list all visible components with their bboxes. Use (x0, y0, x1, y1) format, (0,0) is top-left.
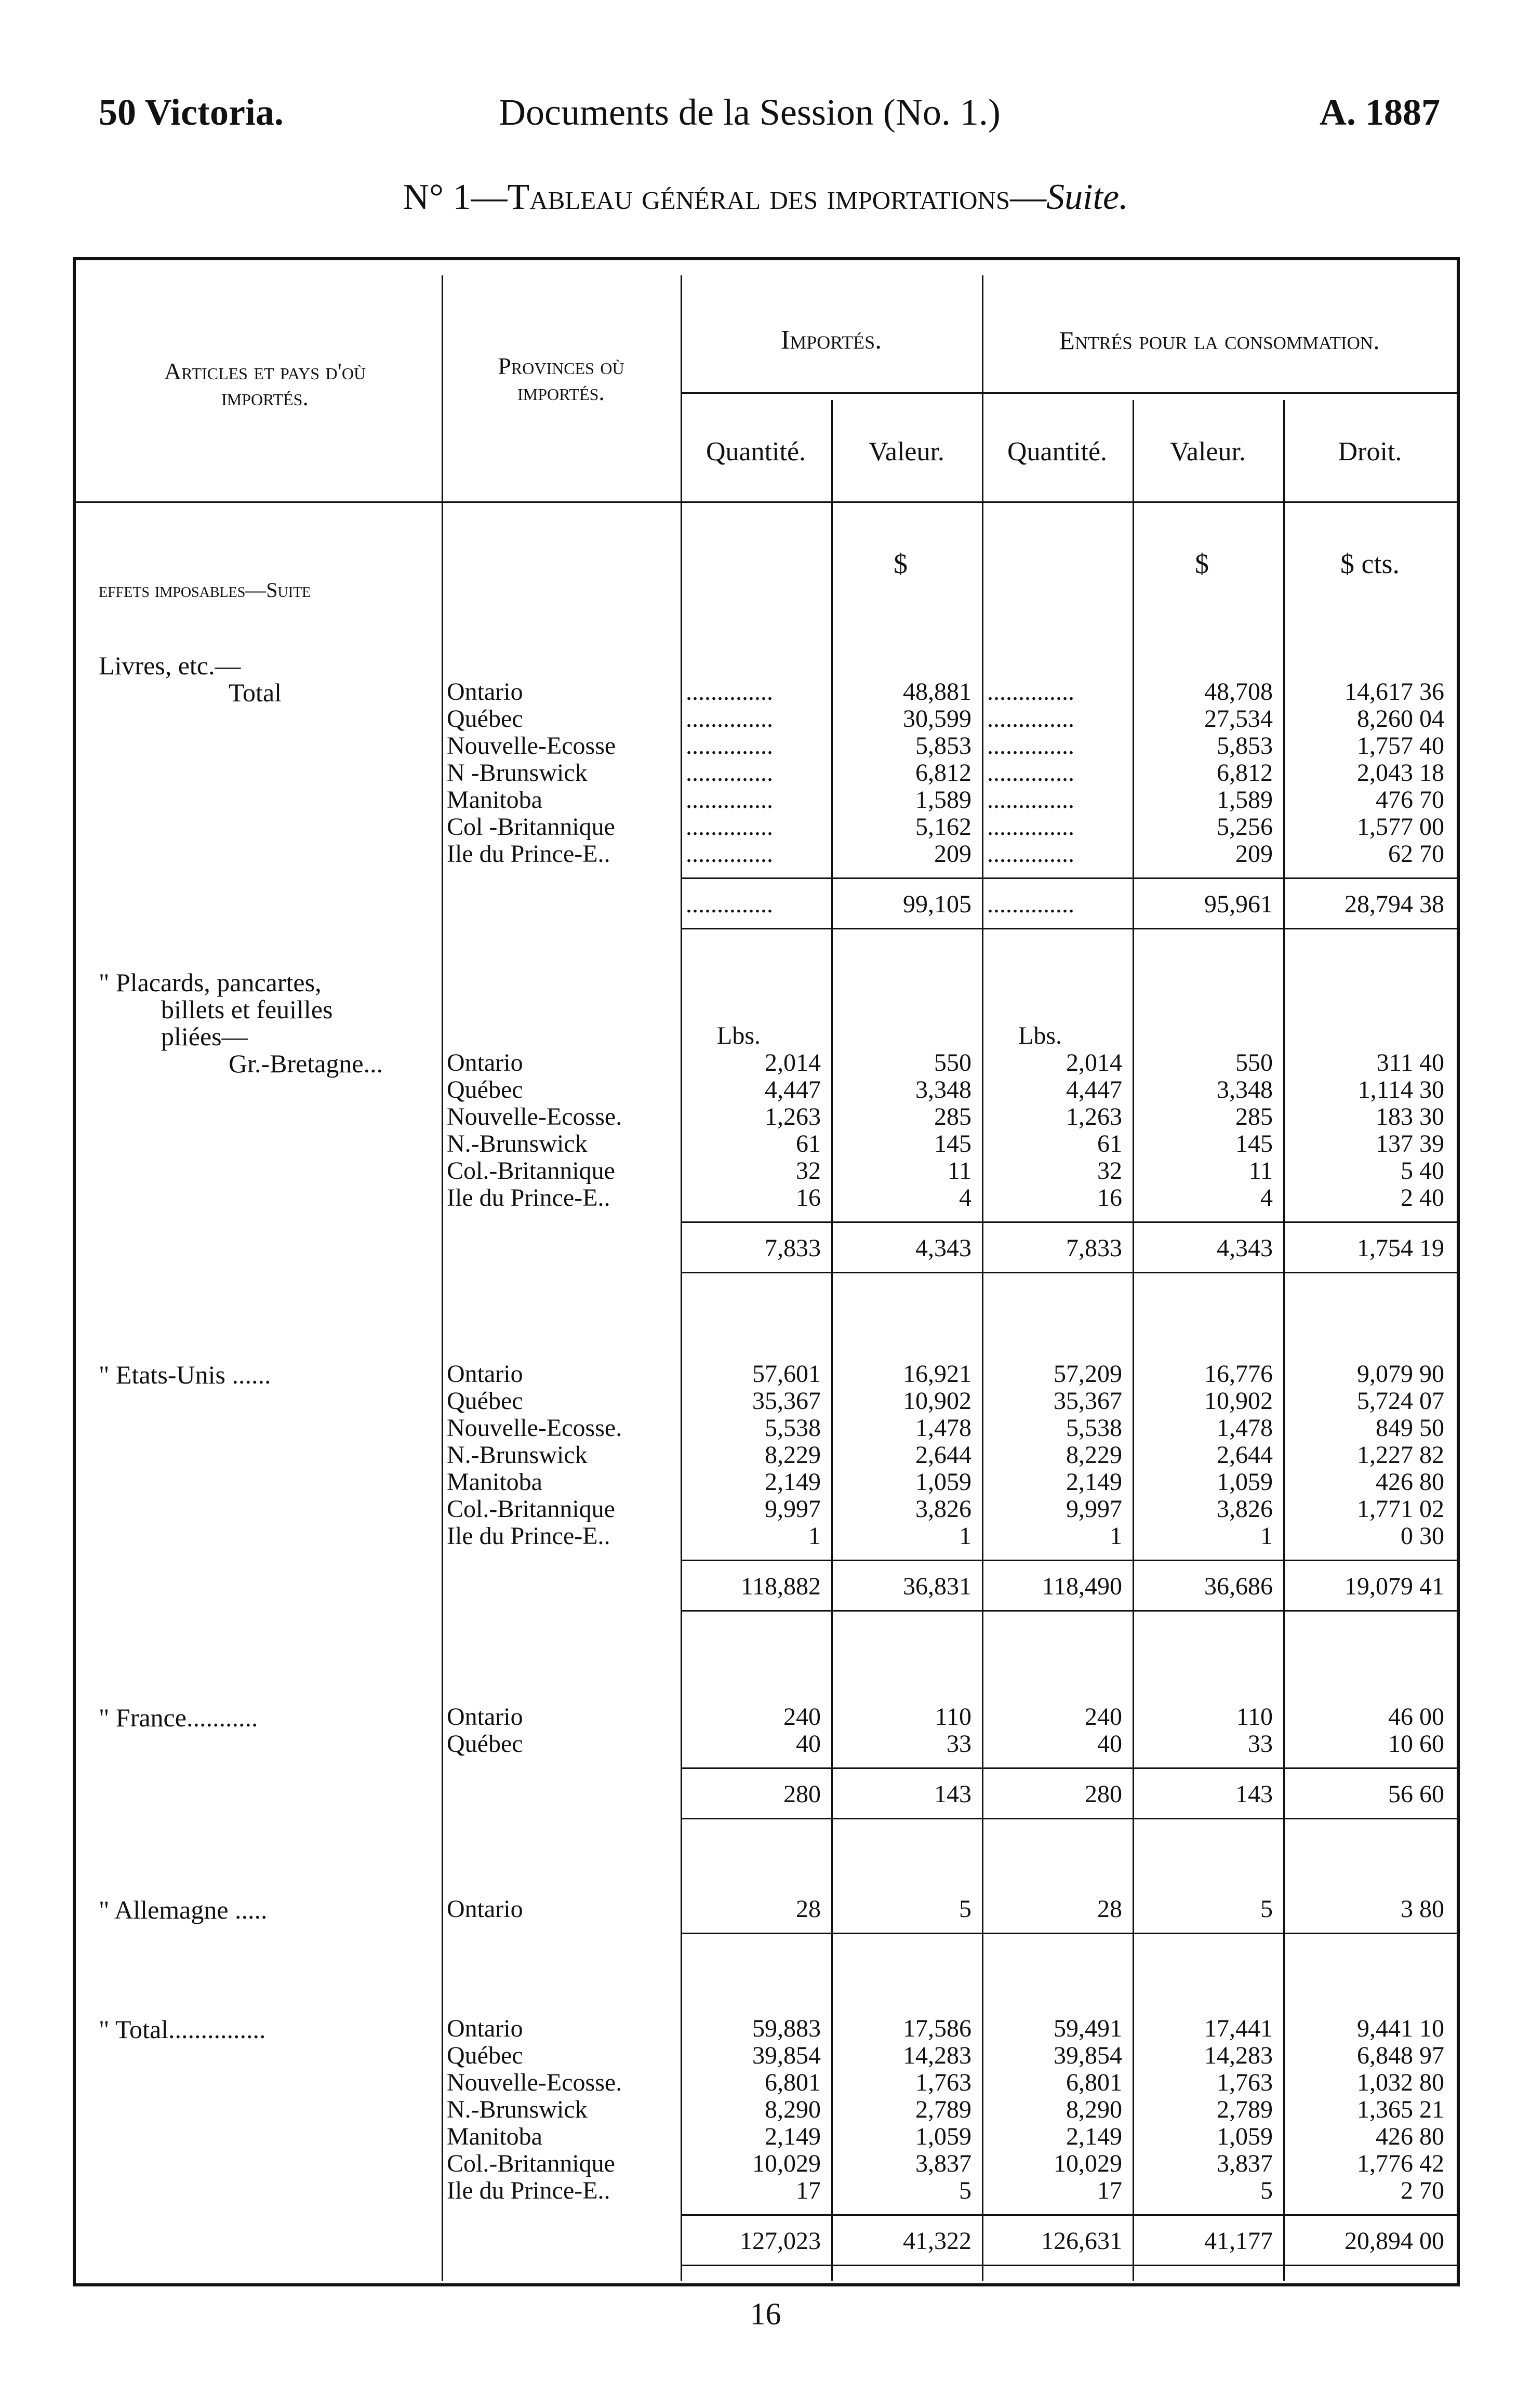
divider-provinces-qimp (681, 275, 682, 2281)
province-name: Ontario (447, 1703, 523, 1731)
province-name: Col.-Britannique (447, 1157, 615, 1185)
page-number: 16 (750, 2297, 781, 2331)
value-v-con: 5 (1260, 2177, 1273, 2204)
unit-label-importes: Lbs. (717, 1022, 761, 1049)
total-rule (681, 1272, 1457, 1273)
value-q-imp: 17 (796, 2177, 821, 2204)
value-droit: 476 70 (1376, 786, 1444, 814)
value-v-con: 5 (1260, 1895, 1273, 1923)
value-q-con: 6,801 (1066, 2069, 1122, 2096)
value-droit: 1,776 42 (1357, 2150, 1444, 2177)
value-v-imp: 2,644 (915, 1441, 971, 1469)
leader-dots: .............. (987, 786, 1074, 814)
value-v-imp: 16,921 (903, 1360, 971, 1388)
header-session-year: 50 Victoria. (99, 91, 284, 133)
total-rule (681, 1610, 1457, 1612)
value-droit: 9,079 90 (1357, 1360, 1444, 1388)
value-q-con: 40 (1097, 1730, 1122, 1758)
leader-dots: .............. (686, 759, 773, 787)
value-v-imp: 3,837 (915, 2150, 971, 2177)
value-q-imp: 1 (808, 1522, 821, 1550)
value-droit: 426 80 (1376, 2123, 1444, 2150)
province-name: Manitoba (447, 2123, 542, 2150)
value-v-con: 2,644 (1217, 1441, 1273, 1469)
value-v-imp: 209 (934, 840, 971, 868)
subtotal-rule (681, 1560, 1457, 1561)
value-q-imp: 40 (796, 1730, 821, 1758)
province-name: Ontario (447, 678, 523, 706)
table-title-prefix: N° 1— (403, 177, 508, 217)
total-v-imp: 99,105 (903, 890, 971, 918)
value-q-con: 1 (1110, 1522, 1122, 1550)
value-v-imp: 33 (947, 1730, 971, 1758)
province-name: Nouvelle-Ecosse. (447, 1103, 622, 1130)
value-droit: 1,757 40 (1357, 732, 1444, 760)
province-name: N.-Brunswick (447, 1130, 588, 1158)
leader-dots: .............. (987, 759, 1074, 787)
value-v-con: 5,853 (1217, 732, 1273, 760)
section-label-line: " France........... (99, 1703, 258, 1732)
header-droit: Droit. (1338, 437, 1402, 467)
value-droit: 1,032 80 (1357, 2069, 1444, 2096)
value-q-con: 2,014 (1066, 1049, 1122, 1076)
value-v-imp: 1,589 (915, 786, 971, 814)
value-q-con: 2,149 (1066, 1468, 1122, 1496)
value-droit: 1,365 21 (1357, 2096, 1444, 2123)
total-v-con: 143 (1235, 1780, 1273, 1808)
subtotal-rule (681, 1767, 1457, 1769)
province-name: Ontario (447, 1895, 523, 1923)
value-q-con: 240 (1085, 1703, 1122, 1731)
total-v-imp: 143 (934, 1780, 971, 1808)
group-header-rule (681, 392, 1457, 394)
value-q-con: 4,447 (1066, 1076, 1122, 1103)
value-v-imp: 1,059 (915, 1468, 971, 1496)
province-name: Ile du Prince-E.. (447, 1184, 610, 1212)
value-q-con: 61 (1097, 1130, 1122, 1158)
value-q-imp: 4,447 (765, 1076, 821, 1103)
section-label-line: " Etats-Unis ...... (99, 1360, 271, 1389)
value-v-con: 110 (1236, 1703, 1273, 1731)
value-q-imp: 32 (796, 1157, 821, 1185)
unit-label-entres: Lbs. (1018, 1022, 1062, 1049)
province-name: Québec (447, 1387, 523, 1415)
province-name: Nouvelle-Ecosse. (447, 2069, 622, 2096)
value-v-imp: 4 (959, 1184, 971, 1212)
value-q-con: 59,491 (1054, 2015, 1122, 2042)
total-droit: 1,754 19 (1357, 1234, 1444, 1262)
leader-dots: .............. (686, 732, 773, 760)
province-name: Ontario (447, 2015, 523, 2042)
total-v-con: 36,686 (1204, 1573, 1273, 1600)
value-v-con: 3,837 (1217, 2150, 1273, 2177)
divider-imp-con (982, 275, 983, 2281)
value-q-imp: 9,997 (765, 1495, 821, 1523)
value-q-imp: 5,538 (765, 1414, 821, 1442)
value-droit: 5 40 (1401, 1157, 1444, 1185)
value-v-con: 209 (1235, 840, 1273, 868)
value-droit: 46 00 (1388, 1703, 1444, 1731)
section-label-line: " Placards, pancartes, (99, 968, 322, 997)
province-name: Ontario (447, 1049, 523, 1076)
value-v-imp: 1,478 (915, 1414, 971, 1442)
value-v-con: 10,902 (1204, 1387, 1273, 1415)
leader-dots: .............. (686, 813, 773, 841)
value-q-con: 16 (1097, 1184, 1122, 1212)
value-q-imp: 240 (783, 1703, 821, 1731)
value-q-con: 28 (1097, 1895, 1122, 1923)
value-q-con: 35,367 (1054, 1387, 1122, 1415)
value-droit: 849 50 (1376, 1414, 1444, 1442)
province-name: Col.-Britannique (447, 1495, 615, 1523)
province-name: Ile du Prince-E.. (447, 1522, 610, 1550)
value-v-con: 1,059 (1217, 2123, 1273, 2150)
header-quantite-importes: Quantité. (705, 437, 806, 467)
province-name: Ile du Prince-E.. (447, 840, 610, 868)
value-v-imp: 3,826 (915, 1495, 971, 1523)
value-q-con: 32 (1097, 1157, 1122, 1185)
leader-dots: .............. (987, 890, 1074, 918)
value-q-con: 17 (1097, 2177, 1122, 2204)
total-q-con: 126,631 (1041, 2227, 1122, 2255)
total-q-imp: 7,833 (765, 1234, 821, 1262)
value-v-con: 1,059 (1217, 1468, 1273, 1496)
value-v-con: 2,789 (1217, 2096, 1273, 2123)
subtotal-rule (681, 877, 1457, 879)
value-q-con: 39,854 (1054, 2042, 1122, 2069)
province-name: Nouvelle-Ecosse. (447, 1414, 622, 1442)
value-v-con: 550 (1235, 1049, 1273, 1076)
value-droit: 6,848 97 (1357, 2042, 1444, 2069)
header-year: A. 1887 (1320, 91, 1440, 133)
divider-articles-provinces (442, 275, 443, 2281)
total-q-con: 118,490 (1042, 1573, 1122, 1600)
value-droit: 9,441 10 (1357, 2015, 1444, 2042)
header-articles: Articles et pays d'où importés. (164, 358, 366, 410)
leader-dots: .............. (686, 890, 773, 918)
value-v-con: 6,812 (1217, 759, 1273, 787)
table-title-main: Tableau général des importations— (507, 177, 1047, 217)
province-name: N.-Brunswick (447, 1441, 588, 1469)
value-droit: 1,771 02 (1357, 1495, 1444, 1523)
value-q-con: 8,290 (1066, 2096, 1122, 2123)
category-label: effets imposables—Suite (99, 578, 311, 602)
total-q-con: 7,833 (1066, 1234, 1122, 1262)
value-v-imp: 6,812 (915, 759, 971, 787)
table-bottom-rule (73, 2283, 1460, 2286)
section-label-line: Livres, etc.— (99, 651, 241, 680)
value-q-con: 2,149 (1066, 2123, 1122, 2150)
value-v-con: 48,708 (1204, 678, 1273, 706)
value-v-con: 14,283 (1204, 2042, 1273, 2069)
value-q-imp: 8,229 (765, 1441, 821, 1469)
value-droit: 1,227 82 (1357, 1441, 1444, 1469)
total-rule (681, 928, 1457, 929)
value-v-imp: 285 (934, 1103, 971, 1130)
value-v-imp: 1,763 (915, 2069, 971, 2096)
column-header-rule (76, 501, 1457, 503)
value-v-con: 1,589 (1217, 786, 1273, 814)
value-q-imp: 1,263 (765, 1103, 821, 1130)
value-q-imp: 10,029 (752, 2150, 821, 2177)
currency-mark-droit: $ cts. (1340, 548, 1400, 579)
subtotal-rule (681, 1933, 1457, 1934)
table-right-rule (1457, 257, 1460, 2286)
value-v-con: 285 (1235, 1103, 1273, 1130)
total-droit: 28,794 38 (1344, 890, 1444, 918)
value-v-imp: 5 (959, 2177, 971, 2204)
value-v-imp: 5,853 (915, 732, 971, 760)
leader-dots: .............. (987, 705, 1074, 733)
section-label-line: billets et feuilles (161, 995, 333, 1024)
value-v-imp: 48,881 (903, 678, 971, 706)
value-droit: 2 40 (1401, 1184, 1444, 1212)
value-q-imp: 57,601 (752, 1360, 821, 1388)
value-q-imp: 61 (796, 1130, 821, 1158)
value-v-con: 3,348 (1217, 1076, 1273, 1103)
value-v-con: 16,776 (1204, 1360, 1273, 1388)
subtotal-rule (681, 2214, 1457, 2216)
value-droit: 1,577 00 (1357, 813, 1444, 841)
total-rule (681, 1818, 1457, 1819)
total-q-con: 280 (1085, 1780, 1122, 1808)
leader-dots: .............. (686, 786, 773, 814)
value-droit: 8,260 04 (1357, 705, 1444, 733)
province-name: Québec (447, 705, 523, 733)
total-v-con: 41,177 (1204, 2227, 1273, 2255)
value-q-con: 57,209 (1054, 1360, 1122, 1388)
value-q-imp: 59,883 (752, 2015, 821, 2042)
total-rule (681, 2265, 1457, 2266)
leader-dots: .............. (987, 678, 1074, 706)
value-v-con: 5,256 (1217, 813, 1273, 841)
divider-qimp-vimp (831, 400, 833, 2281)
total-v-con: 95,961 (1204, 890, 1273, 918)
header-document-title: Documents de la Session (No. 1.) (499, 91, 1001, 133)
value-droit: 1,114 30 (1357, 1076, 1444, 1103)
province-name: Col -Britannique (447, 813, 615, 841)
value-q-con: 8,229 (1066, 1441, 1122, 1469)
value-v-imp: 11 (947, 1157, 971, 1185)
header-valeur-entres: Valeur. (1170, 437, 1246, 467)
divider-qcon-vcon (1133, 400, 1134, 2281)
value-q-imp: 16 (796, 1184, 821, 1212)
value-q-imp: 28 (796, 1895, 821, 1923)
value-droit: 3 80 (1401, 1895, 1444, 1923)
leader-dots: .............. (987, 732, 1074, 760)
value-droit: 311 40 (1376, 1049, 1444, 1076)
value-q-con: 1,263 (1066, 1103, 1122, 1130)
value-v-imp: 1 (959, 1522, 971, 1550)
total-v-con: 4,343 (1217, 1234, 1273, 1262)
province-name: Manitoba (447, 1468, 542, 1496)
divider-vcon-droit (1283, 400, 1285, 2281)
value-v-imp: 14,283 (903, 2042, 971, 2069)
value-droit: 10 60 (1388, 1730, 1444, 1758)
value-droit: 14,617 36 (1344, 678, 1444, 706)
value-v-imp: 550 (934, 1049, 971, 1076)
value-q-imp: 8,290 (765, 2096, 821, 2123)
section-label-line: Total (229, 678, 282, 707)
header-importes: Importés. (780, 325, 882, 355)
value-droit: 137 39 (1376, 1130, 1444, 1158)
value-v-imp: 3,348 (915, 1076, 971, 1103)
total-droit: 20,894 00 (1344, 2227, 1444, 2255)
leader-dots: .............. (987, 840, 1074, 868)
value-v-con: 11 (1248, 1157, 1273, 1185)
leader-dots: .............. (686, 840, 773, 868)
table-top-rule (73, 257, 1460, 260)
value-droit: 2 70 (1401, 2177, 1444, 2204)
leader-dots: .............. (686, 678, 773, 706)
value-v-imp: 17,586 (903, 2015, 971, 2042)
value-q-imp: 2,014 (765, 1049, 821, 1076)
value-v-imp: 10,902 (903, 1387, 971, 1415)
province-name: N -Brunswick (447, 759, 588, 787)
province-name: Ile du Prince-E.. (447, 2177, 610, 2204)
province-name: Québec (447, 1076, 523, 1103)
value-droit: 0 30 (1401, 1522, 1444, 1550)
value-droit: 183 30 (1376, 1103, 1444, 1130)
value-v-con: 4 (1260, 1184, 1273, 1212)
leader-dots: .............. (987, 813, 1074, 841)
value-v-con: 3,826 (1217, 1495, 1273, 1523)
value-v-imp: 5 (959, 1895, 971, 1923)
section-label-line: pliées— (161, 1022, 248, 1051)
total-droit: 19,079 41 (1344, 1573, 1444, 1600)
header-provinces: Provinces où importés. (498, 353, 624, 405)
province-name: Col.-Britannique (447, 2150, 615, 2177)
value-v-con: 1,763 (1217, 2069, 1273, 2096)
province-name: Nouvelle-Ecosse (447, 732, 616, 760)
header-quantite-entres: Quantité. (1007, 437, 1108, 467)
province-name: N.-Brunswick (447, 2096, 588, 2123)
subtotal-rule (681, 1221, 1457, 1223)
province-name: Québec (447, 1730, 523, 1758)
value-v-con: 17,441 (1204, 2015, 1273, 2042)
value-v-con: 33 (1248, 1730, 1273, 1758)
value-q-con: 5,538 (1066, 1414, 1122, 1442)
value-v-imp: 145 (934, 1130, 971, 1158)
total-v-imp: 36,831 (903, 1573, 971, 1600)
value-q-imp: 35,367 (752, 1387, 821, 1415)
value-q-con: 10,029 (1054, 2150, 1122, 2177)
total-q-imp: 280 (783, 1780, 821, 1808)
table-left-rule (73, 257, 76, 2286)
value-v-con: 1,478 (1217, 1414, 1273, 1442)
value-droit: 62 70 (1388, 840, 1444, 868)
currency-mark-vimp: $ (894, 548, 908, 579)
total-v-imp: 4,343 (915, 1234, 971, 1262)
header-valeur-importes: Valeur. (869, 437, 944, 467)
value-v-imp: 1,059 (915, 2123, 971, 2150)
value-v-con: 27,534 (1204, 705, 1273, 733)
value-q-con: 9,997 (1066, 1495, 1122, 1523)
province-name: Manitoba (447, 786, 542, 814)
total-q-imp: 127,023 (740, 2227, 821, 2255)
value-v-con: 145 (1235, 1130, 1273, 1158)
total-v-imp: 41,322 (903, 2227, 971, 2255)
province-name: Ontario (447, 1360, 523, 1388)
value-droit: 426 80 (1376, 1468, 1444, 1496)
value-v-imp: 5,162 (915, 813, 971, 841)
table-title (0, 177, 1531, 218)
value-v-imp: 110 (935, 1703, 971, 1731)
province-name: Québec (447, 2042, 523, 2069)
header-entres: Entrés pour la consommation. (1059, 326, 1380, 355)
currency-mark-vcon: $ (1195, 548, 1209, 579)
total-droit: 56 60 (1388, 1780, 1444, 1808)
table-title-suffix: Suite. (1046, 177, 1128, 217)
value-q-imp: 2,149 (765, 1468, 821, 1496)
section-label-line: Gr.-Bretagne... (229, 1049, 383, 1078)
value-v-con: 1 (1260, 1522, 1273, 1550)
leader-dots: .............. (686, 705, 773, 733)
value-q-imp: 6,801 (765, 2069, 821, 2096)
section-label-line: " Total............... (99, 2015, 266, 2044)
section-label-line: " Allemagne ..... (99, 1895, 268, 1924)
value-droit: 2,043 18 (1357, 759, 1444, 787)
total-q-imp: 118,882 (740, 1573, 821, 1600)
value-droit: 5,724 07 (1357, 1387, 1444, 1415)
value-v-imp: 30,599 (903, 705, 971, 733)
value-q-imp: 39,854 (752, 2042, 821, 2069)
value-v-imp: 2,789 (915, 2096, 971, 2123)
value-q-imp: 2,149 (765, 2123, 821, 2150)
